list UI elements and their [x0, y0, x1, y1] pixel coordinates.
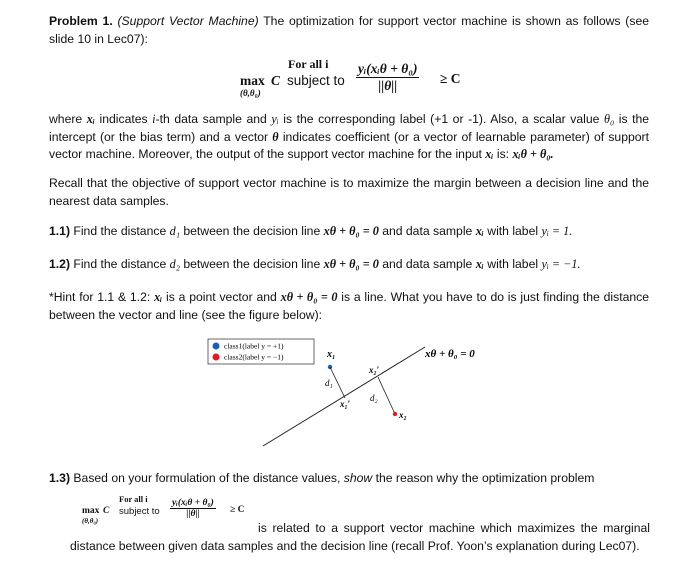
q12-text-4: with label: [487, 257, 539, 271]
small-subject-to: subject to: [119, 506, 160, 517]
where-text-7: is:: [496, 147, 510, 161]
where-text-1: where: [49, 112, 83, 126]
perpendicular-d2: [378, 377, 395, 414]
question-1-3: [49, 470, 649, 488]
svm-figure: [205, 335, 505, 453]
small-relation: ≥ C: [230, 505, 245, 515]
sym-i: i: [152, 112, 156, 126]
label-x2-prime: x₂′: [369, 365, 380, 375]
label-x1: x₁: [327, 349, 336, 360]
optimization-equation: [240, 57, 480, 103]
q11-line: xθ + θ₀ = 0: [323, 224, 379, 238]
sym-xi: xᵢ: [86, 112, 95, 126]
constraint-fraction: [356, 61, 419, 94]
constraint-denominator: ||θ||: [356, 77, 419, 94]
problem-label: Problem 1.: [49, 14, 113, 28]
decision-line-label: xθ + θ₀ = 0: [425, 348, 475, 360]
q11-d1: d₁: [169, 224, 180, 238]
where-text-4: is the corresponding label (+1 or -1). Also, a scalar value: [283, 112, 600, 126]
q13-text-2: the reason why the optimization problem: [375, 471, 595, 485]
question-1-3-cont: [70, 520, 650, 555]
small-fraction: [170, 498, 216, 519]
small-max: max: [82, 506, 100, 516]
constraint-relation: ≥ C: [440, 71, 461, 86]
question-1-2: [49, 256, 649, 274]
hint-text-3: is a line. What you have to do is just finding the distance between the vector and line (see the figure below):: [49, 290, 650, 322]
q12-line: xθ + θ₀ = 0: [323, 257, 379, 271]
q11-text-3: and data sample: [382, 224, 473, 238]
hint-xi: xᵢ: [154, 290, 163, 304]
problem-intro: [49, 13, 649, 48]
q11-label-value: yᵢ = 1.: [541, 224, 573, 238]
q11-text-4: with label: [487, 224, 539, 238]
hint-line: xθ + θ₀ = 0: [280, 290, 338, 304]
q12-label-value: yᵢ = −1.: [541, 257, 581, 271]
q13-show: show: [343, 471, 373, 485]
subject-to-label: subject to: [287, 73, 345, 88]
sample-x2-red: [393, 412, 397, 416]
q12-text-3: and data sample: [382, 257, 473, 271]
q12-text-2: between the decision line: [183, 257, 321, 271]
sym-xi-2: xᵢ: [485, 147, 494, 161]
problem-intro-text: The optimization for support vector machine is shown as follows (see slide 10 in Lec07):: [49, 14, 649, 46]
legend-class1-label: class1(label y = +1): [224, 341, 284, 351]
q11-text-2: between the decision line: [183, 224, 321, 238]
q13-label: 1.3): [49, 471, 71, 485]
where-text-3: -th data sample and: [155, 112, 267, 126]
small-denominator: ||θ||: [170, 508, 216, 519]
q11-text-1: Find the distance: [73, 224, 167, 238]
q11-xi: xᵢ: [475, 224, 484, 238]
q13-text-1: Based on your formulation of the distance values,: [73, 471, 341, 485]
max-operator: max: [240, 73, 265, 88]
where-paragraph: [49, 111, 649, 164]
q12-xi: xᵢ: [475, 257, 484, 271]
q12-d2: d₂: [169, 257, 180, 271]
where-text-2: indicates: [99, 112, 148, 126]
sym-theta0: θ₀: [603, 112, 615, 126]
svm-output-expr: xᵢθ + θ₀.: [512, 147, 554, 161]
q12-text-1: Find the distance: [73, 257, 167, 271]
max-args: (θ,θ₀): [240, 88, 261, 98]
for-all-label: For all i: [288, 57, 329, 71]
small-objective: C: [103, 506, 110, 516]
legend-class2-label: class2(label y = −1): [224, 352, 284, 362]
q13-text-3: is related to a support vector machine which maximizes the marginal distance between given data samples and the decision line (recall Prof. Yoon’s explanation during Lec07).: [70, 521, 650, 553]
hint-text-2: is a point vector and: [166, 290, 277, 304]
hint-paragraph: [49, 289, 649, 324]
q12-label: 1.2): [49, 257, 71, 271]
small-numerator: yᵢ(xᵢθ + θ₀): [172, 498, 214, 508]
hint-text-1: *Hint for 1.1 & 1.2:: [49, 290, 151, 304]
small-for-all: For all i: [119, 494, 148, 504]
small-args: (θ,θ₀): [82, 517, 99, 525]
constraint-numerator: yᵢ(xᵢθ + θ₀): [358, 61, 418, 76]
label-x2: x₂: [399, 410, 407, 420]
where-text-6: indicates coefficient (or a vector of learnable parameter) of support vector machine. Moreover, the output of the support vector machine for the input: [49, 129, 649, 161]
legend-class1-marker: [213, 343, 220, 350]
label-x1-prime: x₁′: [340, 399, 351, 409]
where-text-5: is the intercept (or the bias term) and a vector: [49, 112, 650, 144]
q11-label: 1.1): [49, 224, 71, 238]
question-1-1: [49, 223, 649, 241]
legend-class2-marker: [213, 354, 220, 361]
max-objective: C: [271, 73, 281, 88]
problem-subtitle: (Support Vector Machine): [117, 14, 259, 28]
label-d1: d₁: [325, 378, 333, 388]
recall-paragraph: Recall that the objective of support vector machine is to maximize the margin between a decision line and the nearest data samples.: [49, 176, 649, 208]
sym-yi: yᵢ: [271, 112, 279, 126]
sym-theta: θ: [272, 129, 279, 144]
label-d2: d₂: [370, 393, 378, 403]
